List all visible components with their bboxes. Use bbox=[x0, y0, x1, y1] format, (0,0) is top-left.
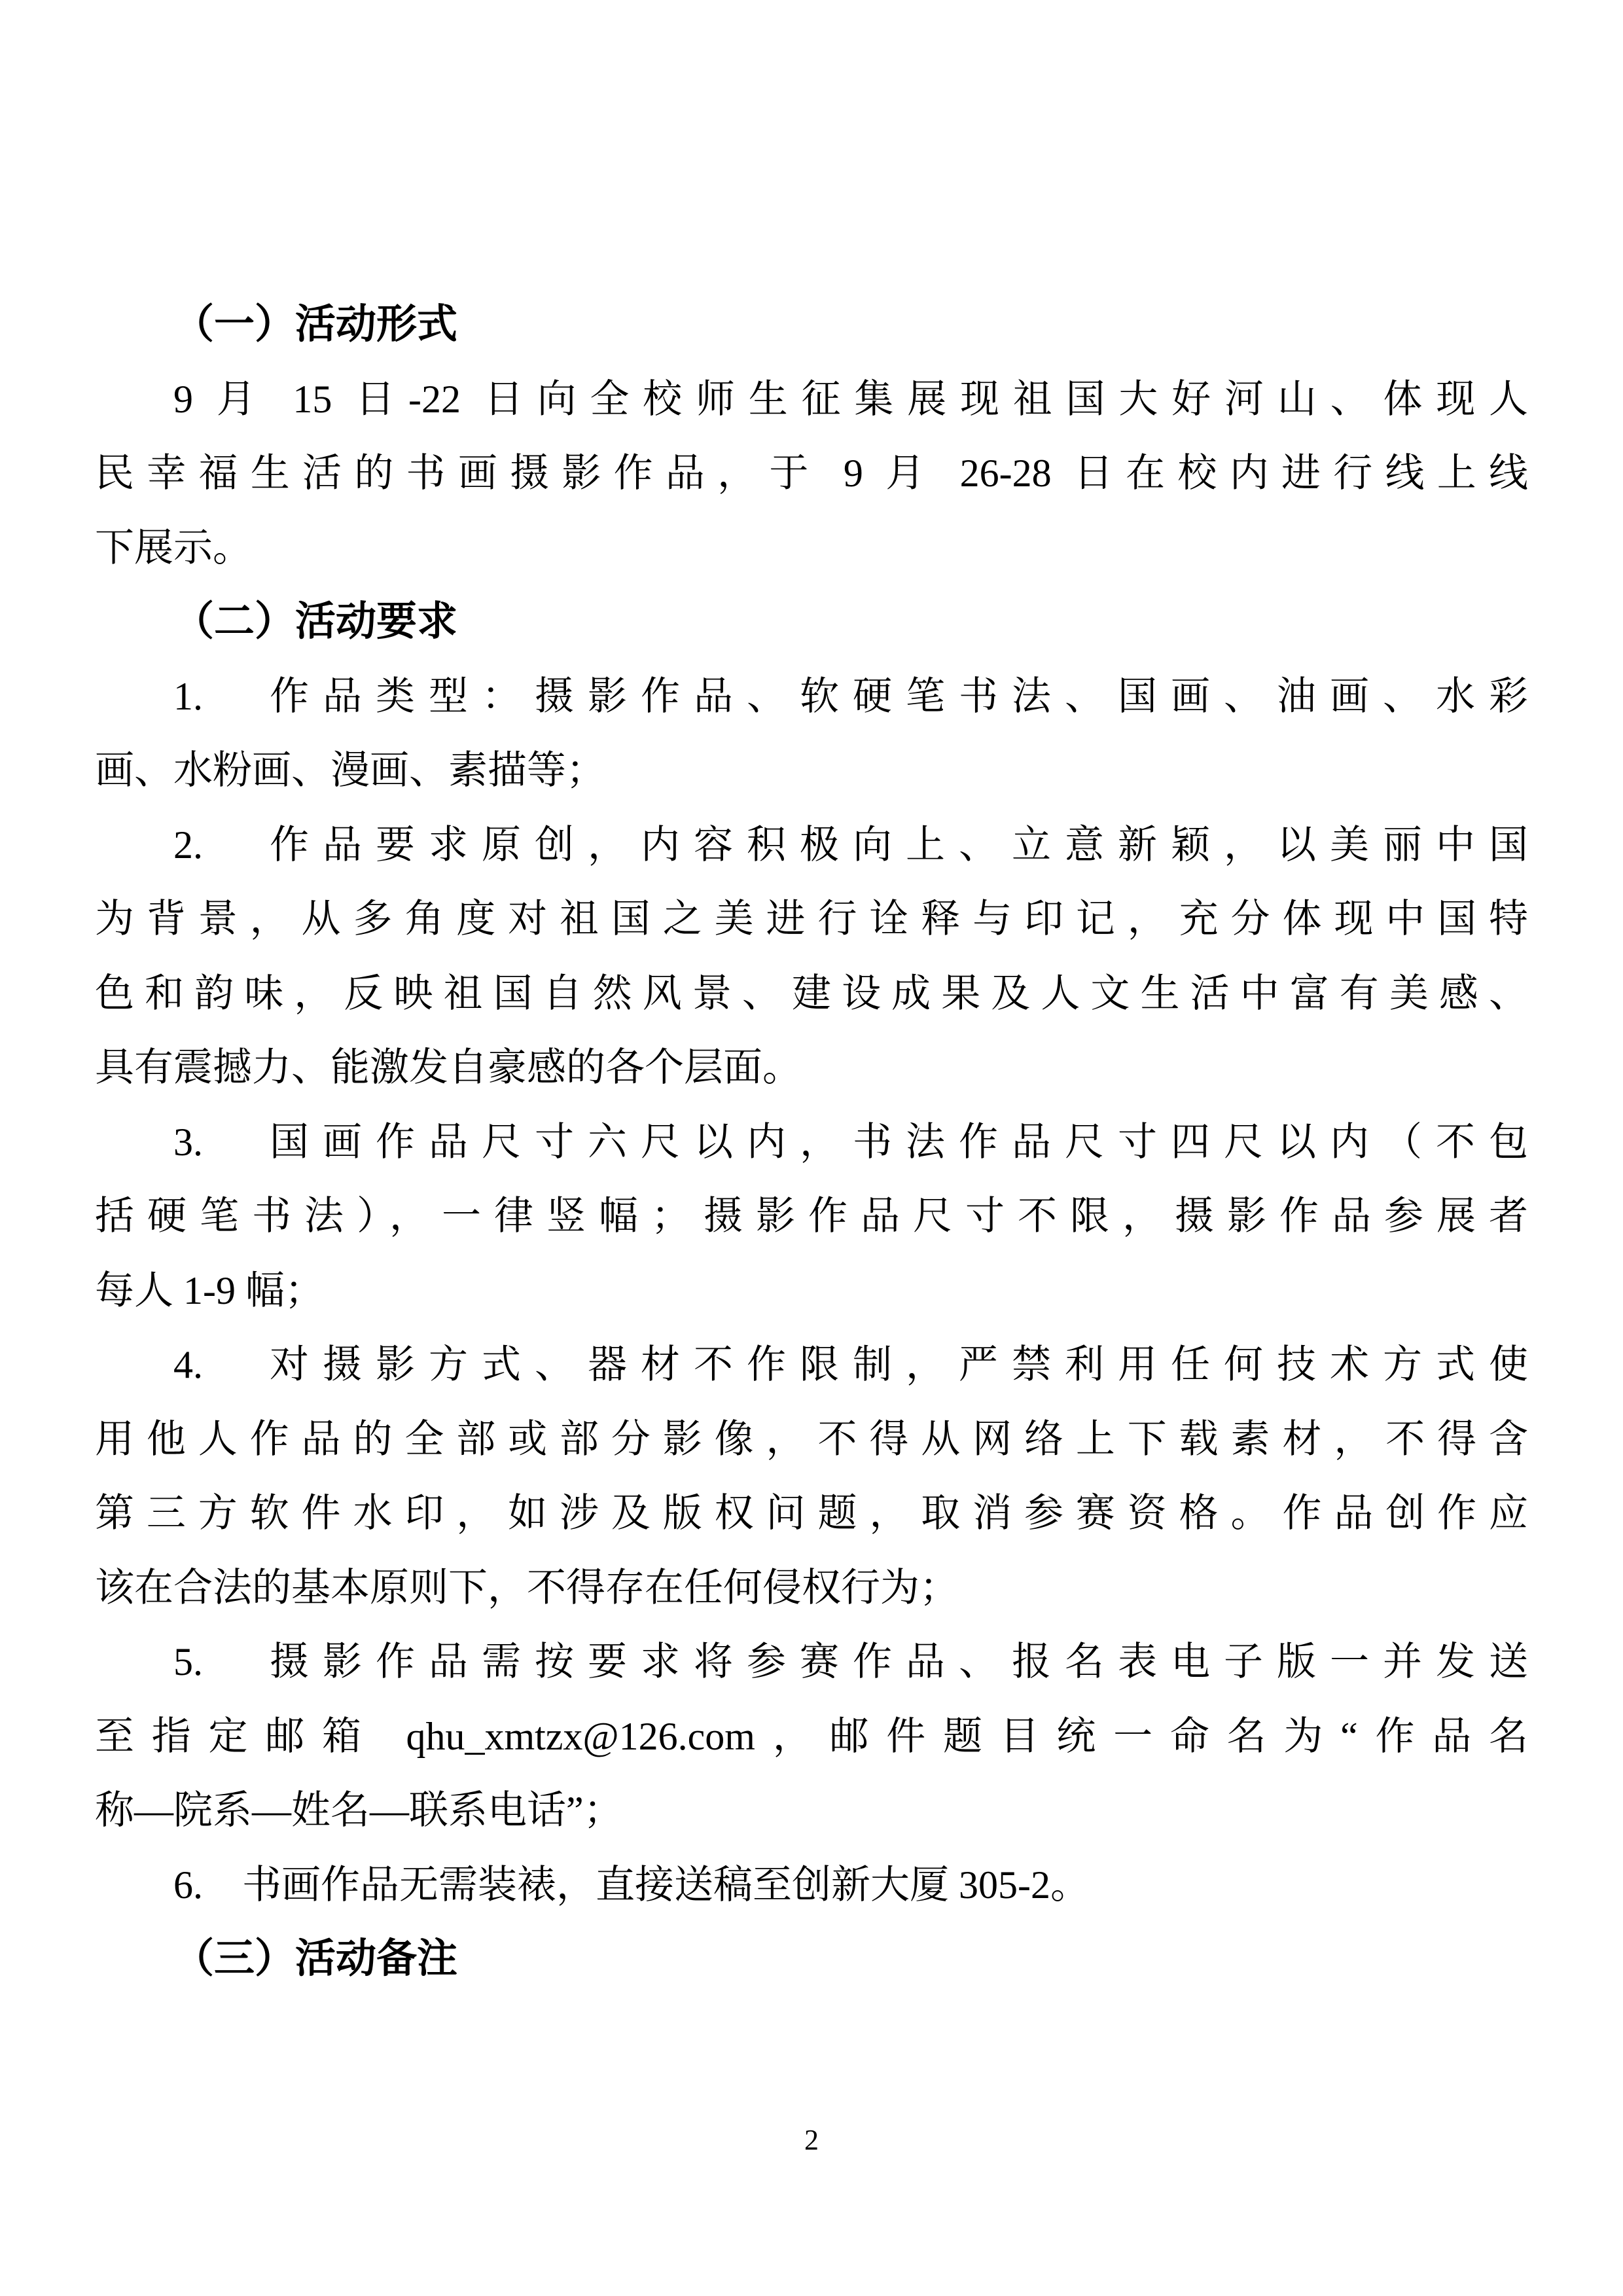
doc-line-item-1: 1. 作品类型：摄影作品、软硬笔书法、国画、油画、水彩 bbox=[173, 674, 1528, 718]
doc-line: 每人 1-9 幅； bbox=[95, 1268, 324, 1312]
doc-line: 9 月 15 日-22 日向全校师生征集展现祖国大好河山、体现人 bbox=[173, 377, 1528, 421]
doc-line-item-4: 4. 对摄影方式、器材不作限制，严禁利用任何技术方式使 bbox=[173, 1343, 1528, 1386]
document-body bbox=[95, 288, 1528, 1997]
doc-line: 该在合法的基本原则下，不得存在任何侵权行为； bbox=[95, 1566, 959, 1609]
doc-line: 为背景，从多角度对祖国之美进行诠释与印记，充分体现中国特 bbox=[95, 897, 1528, 941]
doc-line-item-2: 2. 作品要求原创，内容积极向上、立意新颖，以美丽中国 bbox=[173, 823, 1528, 867]
doc-line-item-5: 5. 摄影作品需按要求将参赛作品、报名表电子版一并发送 bbox=[173, 1640, 1528, 1683]
doc-line: 称—院系—姓名—联系电话”； bbox=[95, 1789, 623, 1832]
doc-line: 色和韵味，反映祖国自然风景、建设成果及人文生活中富有美感、 bbox=[95, 971, 1528, 1015]
heading-section-2-activity-requirements: （二）活动要求 bbox=[173, 600, 458, 644]
doc-line: 下展示。 bbox=[95, 526, 252, 569]
heading-section-3-activity-notes: （三）活动备注 bbox=[173, 1937, 458, 1981]
doc-line: 第三方软件水印，如涉及版权问题，取消参赛资格。作品创作应 bbox=[95, 1492, 1528, 1535]
page-number: 2 bbox=[804, 2124, 819, 2156]
doc-line: 用他人作品的全部或部分影像，不得从网络上下载素材，不得含 bbox=[95, 1417, 1528, 1461]
doc-line-email: 至指定邮箱 qhu_xmtzx@126.com，邮件题目统一命名为“作品名 bbox=[95, 1714, 1528, 1758]
heading-section-1-activity-format: （一）活动形式 bbox=[173, 302, 458, 347]
doc-line: 具有震撼力、能激发自豪感的各个层面。 bbox=[95, 1046, 802, 1089]
doc-line-item-6: 6. 书画作品无需装裱，直接送稿至创新大厦 305-2。 bbox=[173, 1863, 1090, 1907]
doc-line: 画、水粉画、漫画、素描等； bbox=[95, 749, 605, 792]
doc-line: 民幸福生活的书画摄影作品，于 9 月 26-28 日在校内进行线上线 bbox=[95, 452, 1528, 495]
doc-line: 括硬笔书法），一律竖幅；摄影作品尺寸不限，摄影作品参展者 bbox=[95, 1194, 1528, 1238]
doc-line-item-3: 3. 国画作品尺寸六尺以内，书法作品尺寸四尺以内（不包 bbox=[173, 1120, 1528, 1164]
